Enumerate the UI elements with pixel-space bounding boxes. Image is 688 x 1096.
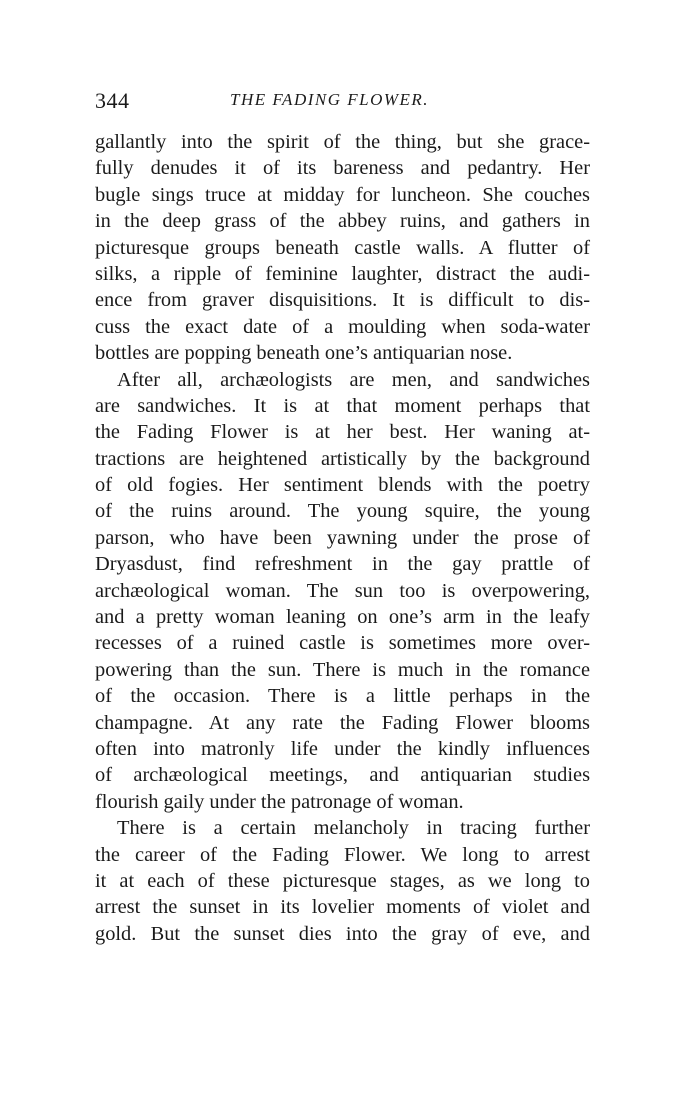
running-head xyxy=(95,88,595,118)
text-line: often into matronly life under the kindly influences xyxy=(95,737,590,760)
body-text xyxy=(95,129,590,947)
text-line: of old fogies. Her sentiment blends with the poetry xyxy=(95,474,590,497)
text-line: bottles are popping beneath one’s antiquarian nose. xyxy=(95,342,513,365)
text-line: After all, archæologists are men, and sandwiches xyxy=(117,368,590,391)
text-line: of the occasion. There is a little perhaps in the xyxy=(95,685,590,708)
text-line: archæological woman. The sun too is overpowering, xyxy=(95,579,590,602)
text-line: the career of the Fading Flower. We long to arrest xyxy=(95,843,590,866)
text-line: in the deep grass of the abbey ruins, and gathers in xyxy=(95,210,590,233)
text-line: recesses of a ruined castle is sometimes more over- xyxy=(95,632,590,655)
text-line: arrest the sunset in its lovelier moments of violet and xyxy=(95,896,590,919)
text-line: the Fading Flower is at her best. Her waning at- xyxy=(95,421,590,444)
text-line: There is a certain melancholy in tracing further xyxy=(117,817,590,840)
text-line: it at each of these picturesque stages, as we long to xyxy=(95,869,590,892)
text-line: champagne. At any rate the Fading Flower blooms xyxy=(95,711,590,734)
text-line: ence from graver disquisitions. It is difficult to dis- xyxy=(95,289,590,312)
text-line: of the ruins around. The young squire, the young xyxy=(95,500,590,523)
text-line: powering than the sun. There is much in the romance xyxy=(95,658,590,681)
running-title: THE FADING FLOWER. xyxy=(230,90,430,109)
text-line: of archæological meetings, and antiquarian studies xyxy=(95,764,590,787)
text-line: fully denudes it of its bareness and pedantry. Her xyxy=(95,157,590,180)
text-line: picturesque groups beneath castle walls. A flutter of xyxy=(95,236,590,259)
text-line: and a pretty woman leaning on one’s arm in the leafy xyxy=(95,606,590,629)
text-line: gallantly into the spirit of the thing, but she grace- xyxy=(95,131,590,153)
text-line: parson, who have been yawning under the prose of xyxy=(95,526,590,549)
text-line: gold. But the sunset dies into the gray of eve, and xyxy=(95,922,590,945)
text-line: cuss the exact date of a moulding when soda-water xyxy=(95,315,590,338)
text-line: tractions are heightened artistically by the background xyxy=(95,447,590,470)
text-line: silks, a ripple of feminine laughter, distract the audi- xyxy=(95,262,590,285)
text-line: bugle sings truce at midday for luncheon. She couches xyxy=(95,183,590,206)
page-number: 344 xyxy=(95,88,130,113)
text-line: Dryasdust, find refreshment in the gay prattle of xyxy=(95,553,590,576)
text-line: flourish gaily under the patronage of woman. xyxy=(95,790,464,813)
text-line: are sandwiches. It is at that moment perhaps that xyxy=(95,394,590,417)
